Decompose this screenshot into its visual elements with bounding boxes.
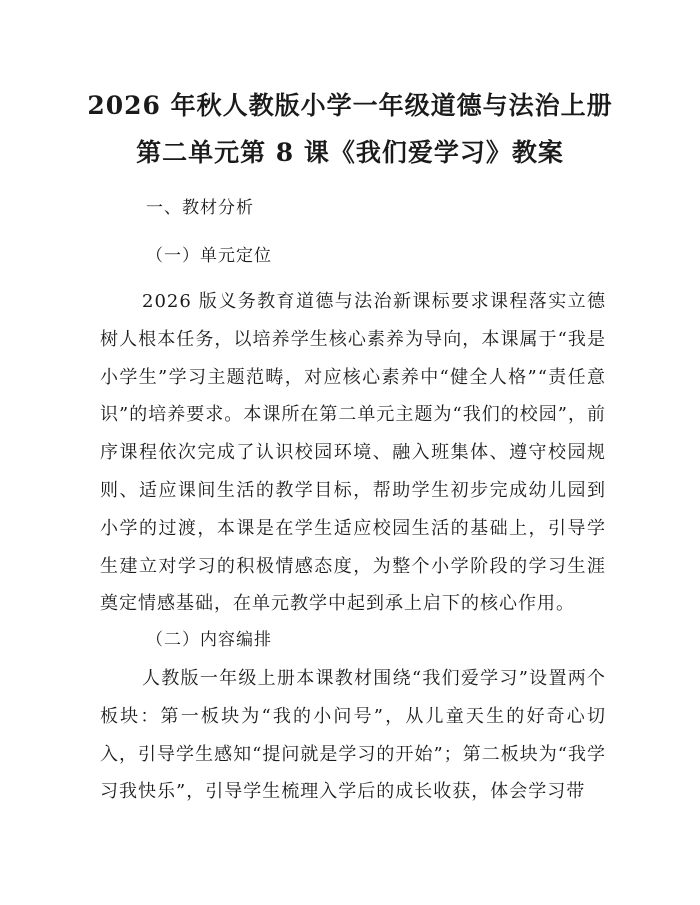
document-title-line-1: 2026 年秋人教版小学一年级道德与法治上册 [87,91,613,120]
section-heading-textbook-analysis: 一、教材分析 [146,198,254,218]
paragraph-content-arrangement: 人教版一年级上册本课教材围绕“我们爱学习”设置两个板块：第一板块为“我的小问号”，从儿童天生的好奇心切入，引导学生感知“提问就是学习的开始”；第二板块为“我学习我快乐”，引导学生梳理入学后的成长收获，体会学习带 [100,668,606,803]
subsection-heading-content-arrangement: （二）内容编排 [146,630,272,650]
document-title-line-2: 第二单元第 8 课《我们爱学习》教案 [136,138,564,167]
subsection-heading-unit-positioning: （一）单元定位 [146,246,272,266]
paragraph-unit-positioning: 2026 版义务教育道德与法治新课标要求课程落实立德树人根本任务，以培养学生核心素养为导向，本课属于“我是小学生”学习主题范畴，对应核心素养中“健全人格”“责任意识”的培养要求。本课所在第二单元主题为“我们的校园”，前序课程依次完成了认识校园环境、融入班集体、遵守校园规则、适应课间生活的教学目标，帮助学生初步完成幼儿园到小学的过渡，本课是在学生适应校园生活的基础上，引导学生建立对学习的积极情感态度，为整个小学阶段的学习生涯奠定情感基础，在单元教学中起到承上启下的核心作用。 [100,291,606,615]
